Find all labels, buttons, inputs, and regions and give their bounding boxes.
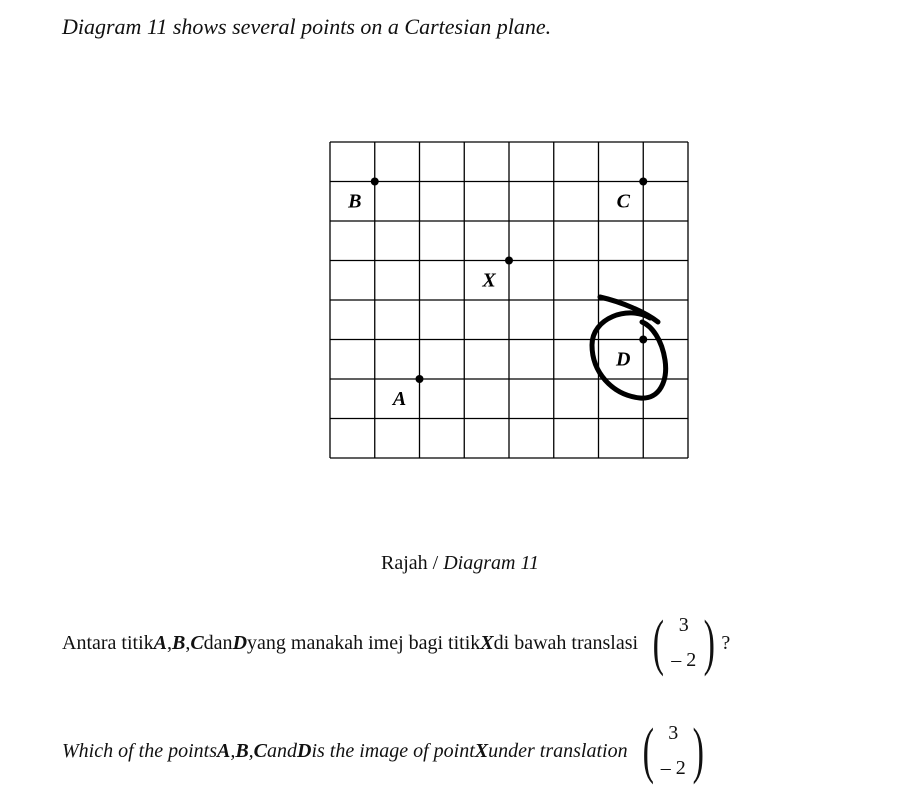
diagram-caption	[0, 552, 920, 575]
vector-top: 3	[678, 614, 689, 636]
translation-vector-en	[638, 717, 709, 785]
point-b-dot	[371, 178, 379, 186]
left-paren: (	[642, 717, 654, 785]
q-en-end: under translation	[488, 739, 628, 762]
q-ms-mid: yang manakah imej bagi titik	[247, 631, 481, 654]
intro-text: Diagram 11 shows several points on a Cartesian plane.	[62, 14, 552, 39]
q-ms-sep1: ,	[166, 631, 172, 654]
caption-ms: Rajah /	[381, 552, 444, 574]
point-a-dot	[416, 375, 424, 383]
vector-bottom: – 2	[671, 649, 697, 671]
point-a-label: A	[392, 388, 407, 410]
left-paren: (	[652, 609, 665, 677]
point-b-label: B	[348, 190, 362, 213]
q-en-point-d: D	[297, 739, 312, 762]
grid	[330, 142, 688, 458]
point-d-dot	[639, 336, 647, 344]
point-x-label: X	[482, 269, 496, 292]
q-en-point-b: B	[235, 739, 249, 762]
caption-en: Diagram 11	[443, 552, 539, 574]
q-ms-point-a: A	[153, 631, 167, 654]
question-english	[62, 717, 709, 785]
point-d-label: D	[616, 348, 631, 371]
right-paren: )	[703, 609, 715, 677]
q-ms-end: di bawah translasi	[493, 631, 639, 654]
q-ms-part1: Antara titik	[62, 631, 154, 654]
q-ms-point-x: X	[480, 631, 494, 654]
translation-vector-ms	[648, 609, 719, 677]
q-en-sep2: ,	[248, 739, 254, 762]
q-ms-point-d: D	[232, 631, 248, 654]
q-en-point-x: X	[474, 739, 489, 762]
point-x-dot	[505, 257, 513, 265]
q-en-mid: is the image of point	[311, 739, 475, 762]
q-en-part1: Which of the points	[62, 739, 217, 762]
q-ms-sep2: ,	[185, 631, 191, 654]
point-c-dot	[639, 178, 647, 186]
q-ms-and: dan	[203, 631, 233, 654]
right-paren: )	[692, 717, 705, 785]
q-en-sep1: ,	[230, 739, 236, 762]
q-ms-point-b: B	[171, 631, 186, 654]
q-en-point-c: C	[253, 739, 268, 762]
point-c-label: C	[616, 190, 630, 213]
question-malay	[62, 609, 731, 677]
q-en-point-a: A	[216, 739, 231, 762]
vector-top: 3	[668, 722, 679, 744]
q-en-and: and	[267, 739, 298, 762]
q-ms-suffix: ?	[721, 631, 731, 654]
vector-bottom: – 2	[660, 757, 686, 779]
q-ms-point-c: C	[190, 631, 204, 654]
